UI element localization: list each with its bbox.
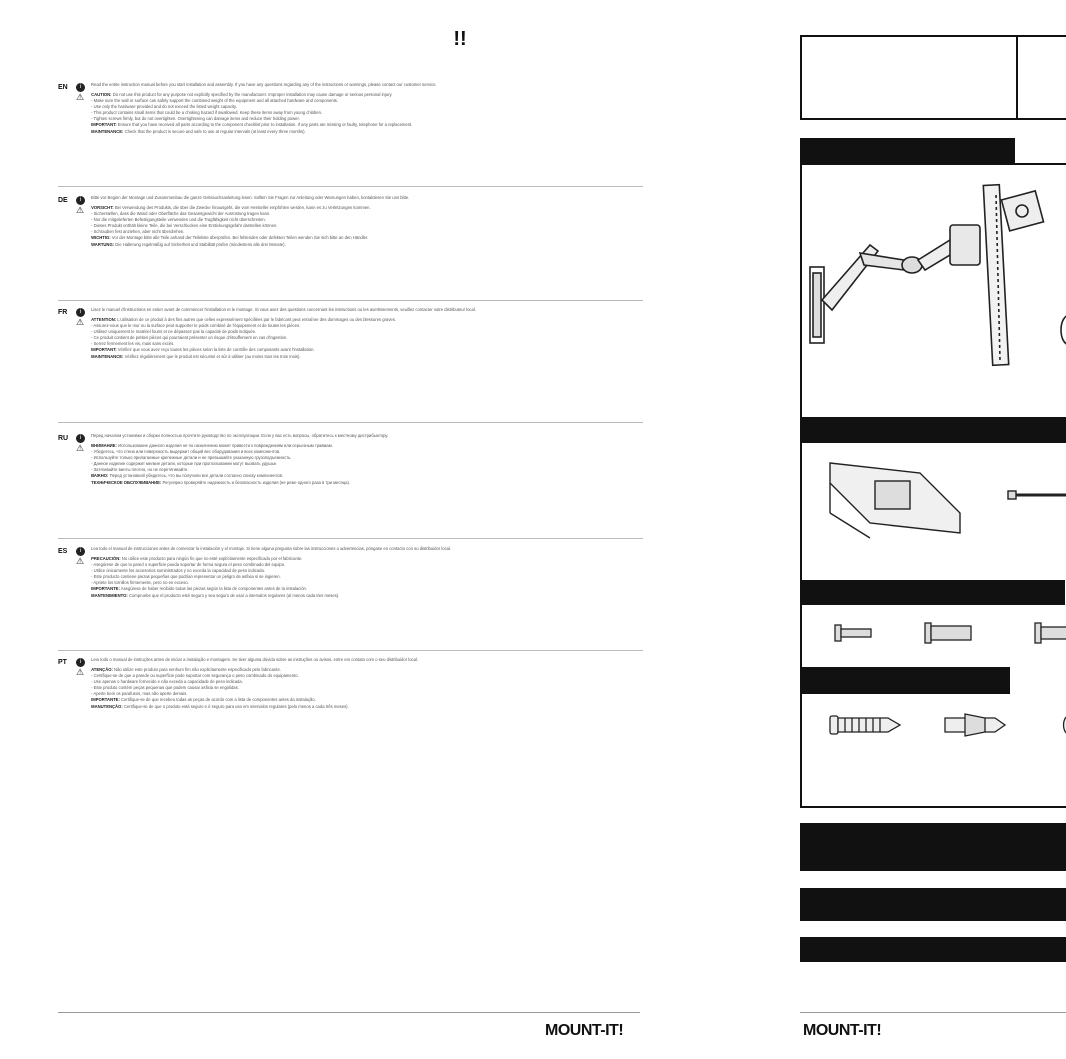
caution-label: ATENÇÃO: bbox=[91, 667, 113, 672]
caution-text: Do not use this product for any purpose not explicitly specified by the manufacturer. Improper installation may cause damage or serious personal injury. bbox=[112, 92, 393, 97]
caution-label: VORSICHT: bbox=[91, 205, 114, 210]
header-box bbox=[800, 35, 1066, 120]
important-text: Vor der Montage bitte alle Teile anhand der Teileliste überprüfen. Bei fehlenden oder defekten Teilen wenden Sie sich bitte an den Händler. bbox=[111, 235, 369, 241]
bullet-item: - Certifique-se de que a parede ou superfície pode suportar com segurança o peso combinado do equipamento. bbox=[91, 673, 299, 679]
maintenance-text: Certifique-se de que o produto está seguro e é seguro para uso em intervalos regulares (pelo menos a cada três meses). bbox=[123, 703, 349, 709]
important-text: Ensure that you have received all parts according to the component checklist prior to installation. If any parts are missing or faulty, telephone for a replacement. bbox=[117, 122, 413, 128]
important-label: IMPORTANT: bbox=[91, 347, 117, 353]
intro-text: Перед началом установки и сборки полностью прочтите руководство по эксплуатации. Если у вас есть вопросы, обратитесь к местному дистрибьютору. bbox=[91, 433, 389, 438]
warning-triangle-icon: ⚠ bbox=[76, 556, 85, 566]
page-title: !! bbox=[453, 28, 467, 50]
bullet-item: - Используйте только прилагаемые крепежные детали и не превышайте указанную грузоподъемность. bbox=[91, 455, 292, 461]
bullet-item: - Este producto contiene piezas pequeñas que podrían representar un peligro de asfixia si se ingieren. bbox=[91, 574, 281, 580]
bullet-item: - Tighten screws firmly, but do not overtighten. Overtightening can damage items and reduce their holding power. bbox=[91, 116, 300, 122]
section-divider bbox=[58, 650, 643, 651]
bracket-illustration bbox=[800, 443, 1066, 578]
maintenance-text: Vérifiez régulièrement que le produit est sécurisé et sûr à utiliser (au moins tous les trois mois). bbox=[124, 353, 301, 359]
warning-triangle-icon: ⚠ bbox=[76, 92, 85, 102]
maintenance-text: Compruebe que el producto esté seguro y sea seguro de usar a intervalos regulares (al menos cada tres meses). bbox=[128, 592, 340, 598]
bullet-item: - Utilisez uniquement le matériel fourni et ne dépassez pas la capacité de poids indiquée. bbox=[91, 329, 257, 335]
maintenance-text: Die Halterung regelmäßig auf Sicherheit und Stabilität prüfen (mindestens alle drei Monate). bbox=[115, 241, 286, 247]
language-code: DE bbox=[58, 197, 68, 204]
section-fr bbox=[58, 307, 643, 360]
manual-book-icon: i bbox=[76, 658, 85, 667]
important-label: IMPORTANTE: bbox=[91, 697, 120, 703]
important-label: WICHTIG: bbox=[91, 235, 111, 241]
bullet-item: - Use only the hardware provided and do not exceed the listed weight capacity. bbox=[91, 104, 237, 110]
footer-rule bbox=[800, 1012, 1066, 1013]
section-es bbox=[58, 546, 643, 599]
language-code: EN bbox=[58, 84, 68, 91]
section-en bbox=[58, 82, 643, 135]
section-divider bbox=[58, 538, 643, 539]
parts-section-bar bbox=[800, 667, 1010, 694]
maintenance-label: MANUTENÇÃO: bbox=[91, 703, 123, 709]
warning-triangle-icon: ⚠ bbox=[76, 443, 85, 453]
bullet-item: - Убедитесь, что стена или поверхность выдержит общий вес оборудования и всех компонентов. bbox=[91, 449, 281, 455]
important-text: Vérifiez que vous avez reçu toutes les pièces selon la liste de contrôle des composants avant l'installation. bbox=[117, 347, 315, 353]
section-divider bbox=[58, 422, 643, 423]
important-label: ВАЖНО: bbox=[91, 473, 109, 479]
bullet-item: - Serrez fermement les vis, mais sans excès. bbox=[91, 341, 175, 347]
manual-book-icon: i bbox=[76, 83, 85, 92]
maintenance-label: WARTUNG: bbox=[91, 241, 115, 247]
caution-text: Использование данного изделия не по назначению может привести к повреждениям или серьезным травмам. bbox=[118, 443, 333, 448]
brand-logo: MOUNT-IT! bbox=[803, 1022, 882, 1039]
maintenance-label: MAINTENANCE: bbox=[91, 353, 124, 359]
caution-text: Bei Verwendung des Produkts, die über die Zwecke hinausgeht, die vom Hersteller empfohlen werden, kann es zu Verletzungen kommen. bbox=[114, 205, 371, 210]
intro-text: Read the entire instruction manual before you start installation and assembly. If you have any questions regarding any of the instructions or warnings, please contact our customer service. bbox=[91, 82, 437, 87]
intro-text: Leia todo o manual de instruções antes de iniciar a instalação e montagem. Se tiver alguma dúvida sobre as instruções ou avisos, entre em contato com o seu distribuidor local. bbox=[91, 657, 419, 662]
caution-label: CAUTION: bbox=[91, 92, 112, 97]
maintenance-text: Check that the product is secure and safe to use at regular intervals (at least every three months). bbox=[124, 128, 306, 134]
section-pt bbox=[58, 657, 643, 710]
monitor-arm-illustration bbox=[800, 165, 1066, 415]
caution-text: Não utilize este produto para nenhum fim não explicitamente especificado pelo fabricante. bbox=[114, 667, 281, 672]
manual-book-icon: i bbox=[76, 434, 85, 443]
maintenance-text: Регулярно проверяйте надежность и безопасность изделия (не реже одного раза в три месяца). bbox=[162, 479, 351, 485]
bullet-item: - Ce produit contient de petites pièces qui pourraient présenter un risque d'étouffement en cas d'ingestion. bbox=[91, 335, 288, 341]
footer-rule bbox=[58, 1012, 640, 1013]
bullet-item: - Apriete los tornillos firmemente, pero no en exceso. bbox=[91, 580, 189, 586]
caution-label: PRECAUCIÓN: bbox=[91, 556, 121, 561]
intro-text: Lisez le manuel d'instructions en entier avant de commencer l'installation et le montage. Si vous avez des questions concernant les instructions ou les avertissements, veuillez contacter votre distributeur local. bbox=[91, 307, 476, 312]
maintenance-label: ТЕХНИЧЕСКОЕ ОБСЛУЖИВАНИЕ: bbox=[91, 479, 162, 485]
bullet-item: - Make sure the wall or surface can safely support the combined weight of the equipment and all attached hardware and components. bbox=[91, 98, 339, 104]
brand-logo: MOUNT-IT! bbox=[545, 1022, 624, 1039]
bolt-illustrations bbox=[800, 605, 1066, 665]
section-bar bbox=[800, 888, 1066, 921]
section-divider bbox=[58, 300, 643, 301]
warning-triangle-icon: ⚠ bbox=[76, 205, 85, 215]
language-code: PT bbox=[58, 659, 67, 666]
language-code: RU bbox=[58, 435, 69, 442]
maintenance-label: MANTENIMIENTO: bbox=[91, 592, 128, 598]
bullet-item: - Assurez-vous que le mur ou la surface peut supporter le poids combiné de l'équipement et de toutes les pièces. bbox=[91, 323, 301, 329]
section-de bbox=[58, 195, 643, 248]
caution-label: ATTENTION: bbox=[91, 317, 117, 322]
screw-anchor-illustrations bbox=[800, 694, 1066, 764]
bullet-item: - This product contains small items that could be a choking hazard if swallowed. Keep these items away from young children. bbox=[91, 110, 323, 116]
bullet-item: - Aperte bem os parafusos, mas não aperte demais. bbox=[91, 691, 188, 697]
section-ru bbox=[58, 433, 643, 486]
parts-section-bar bbox=[800, 580, 1065, 605]
bullet-item: - Este produto contém peças pequenas que podem causar asfixia se engolidas. bbox=[91, 685, 239, 691]
intro-text: Lea todo el manual de instrucciones antes de comenzar la instalación y el montaje. Si tiene alguna pregunta sobre las instrucciones o advertencias, póngase en contacto con su distribuidor local. bbox=[91, 546, 452, 551]
warning-triangle-icon: ⚠ bbox=[76, 317, 85, 327]
bullet-item: - Sicherstellen, dass die Wand oder Oberfläche das Gesamtgewicht der Ausrüstung tragen kann. bbox=[91, 211, 271, 217]
bullet-item: - Use apenas o hardware fornecido e não exceda a capacidade de peso indicada. bbox=[91, 679, 243, 685]
bullet-item: - Schrauben fest anziehen, aber nicht überdrehen. bbox=[91, 229, 185, 235]
bullet-item: - Nur die mitgelieferten Befestigungsteile verwenden und die Tragfähigkeit nicht überschreiten. bbox=[91, 217, 266, 223]
maintenance-label: MAINTENANCE: bbox=[91, 128, 124, 134]
bullet-item: - Asegúrese de que la pared o superficie pueda soportar de forma segura el peso combinado del equipo. bbox=[91, 562, 286, 568]
important-label: IMPORTANT: bbox=[91, 122, 117, 128]
section-bar bbox=[800, 937, 1066, 962]
caution-label: ВНИМАНИЕ: bbox=[91, 443, 117, 448]
parts-page-right bbox=[775, 0, 1066, 1059]
intro-text: Bitte vor Beginn der Montage und Zusammenbau die ganze Gebrauchsanleitung lesen. Sollten Sie Fragen zur Anleitung oder Warnungen haben, kontaktieren Sie uns bitte. bbox=[91, 195, 410, 200]
section-divider bbox=[58, 186, 643, 187]
important-text: Certifique-se de que recebeu todas as peças de acordo com a lista de componentes antes da instalação. bbox=[121, 697, 316, 703]
section-bar bbox=[800, 823, 1066, 871]
caution-text: L'utilisation de ce produit à des fins autres que celles expressément spécifiées par le fabricant peut entraîner des dommages ou des blessures graves. bbox=[117, 317, 397, 322]
caution-text: No utilice este producto para ningún fin que no esté explícitamente especificado por el fabricante. bbox=[121, 556, 303, 561]
warning-triangle-icon: ⚠ bbox=[76, 667, 85, 677]
bullet-item: - Dieses Produkt enthält kleine Teile, die bei Verschlucken eine Erstickungsgefahr darstellen können. bbox=[91, 223, 278, 229]
bullet-item: - Затягивайте винты плотно, но не перетягивайте. bbox=[91, 467, 189, 473]
header-box-divider bbox=[1016, 35, 1018, 120]
language-code: ES bbox=[58, 548, 68, 555]
important-label: IMPORTANTE: bbox=[91, 586, 120, 592]
important-text: Asegúrese de haber recibido todas las piezas según la lista de componentes antes de la instalación. bbox=[120, 586, 308, 592]
manual-book-icon: i bbox=[76, 196, 85, 205]
important-text: Перед установкой убедитесь, что вы получили все детали согласно списку компонентов. bbox=[109, 473, 284, 479]
language-code: FR bbox=[58, 309, 68, 316]
manual-book-icon: i bbox=[76, 547, 85, 556]
manual-book-icon: i bbox=[76, 308, 85, 317]
parts-section-bar bbox=[800, 138, 1015, 165]
bullet-item: - Данное изделие содержит мелкие детали, которые при проглатывании могут вызвать удушье. bbox=[91, 461, 278, 467]
bullet-item: - Utilice únicamente los accesorios suministrados y no exceda la capacidad de peso indicada. bbox=[91, 568, 265, 574]
parts-section-bar bbox=[800, 417, 1066, 443]
